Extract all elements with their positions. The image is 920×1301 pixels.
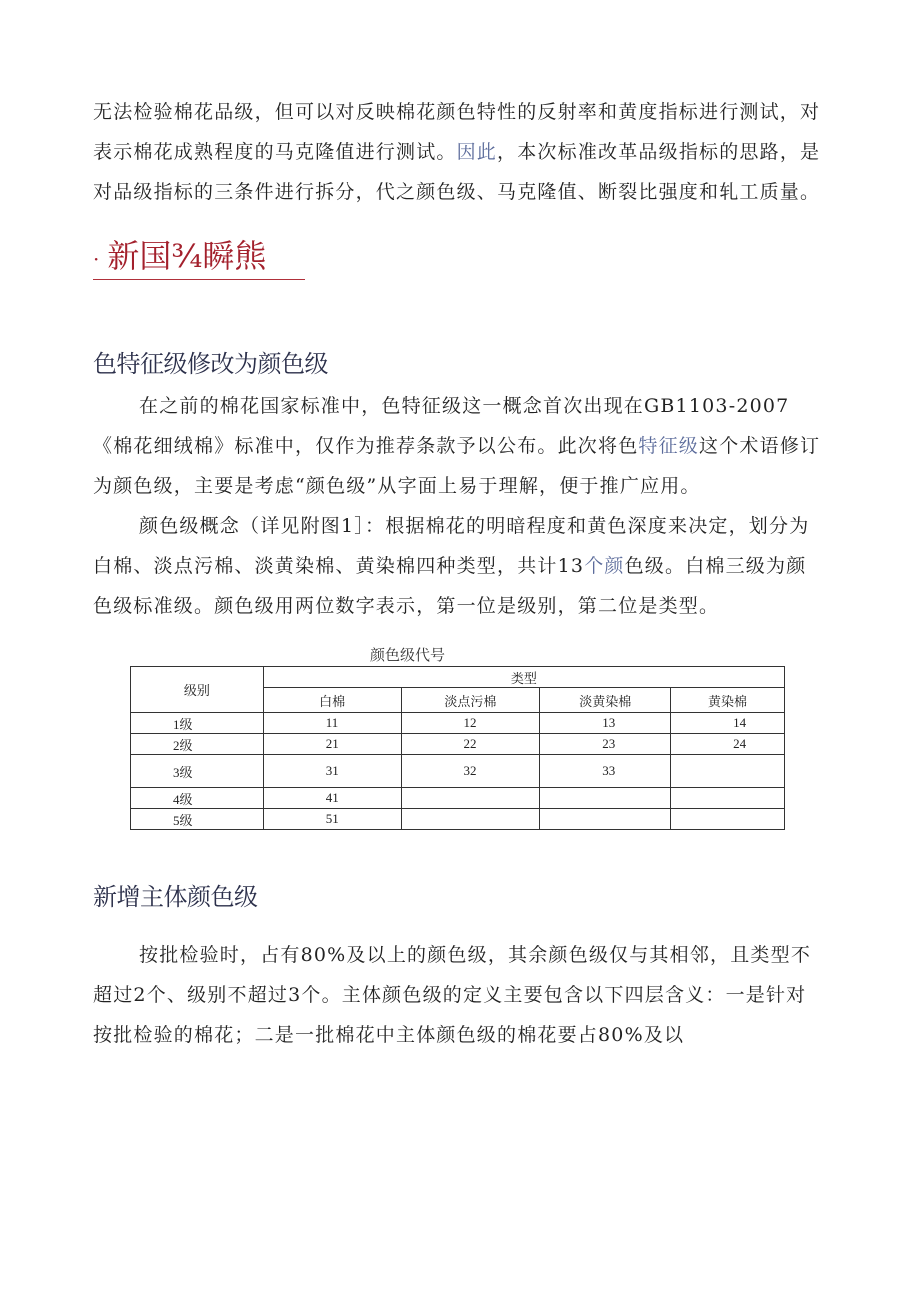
table-row <box>131 734 785 755</box>
para2-text-2: 色级。白棉三级为颜色级标准级。颜色级用两位数字表示，第一位是级别，第二位是类型。 <box>93 555 807 617</box>
table-row <box>131 809 785 830</box>
table-cell <box>540 809 671 830</box>
table-cell <box>671 809 785 830</box>
table-cell <box>401 809 540 830</box>
table-cell <box>671 755 785 788</box>
column-header: 白棉 <box>263 688 401 713</box>
row-label: 5级 <box>131 809 264 830</box>
para2-highlight: 个颜 <box>584 555 625 577</box>
table-cell: 14 <box>671 713 785 734</box>
table-row <box>131 788 785 809</box>
table-cell: 21 <box>263 734 401 755</box>
table-cell: 33 <box>540 755 671 788</box>
row-label: 1级 <box>131 713 264 734</box>
table-cell: 24 <box>671 734 785 755</box>
intro-highlight: 因此 <box>456 141 498 163</box>
table-cell: 41 <box>263 788 401 809</box>
color-grade-table <box>130 666 785 830</box>
column-header: 黄染棉 <box>671 688 785 713</box>
para1-highlight: 特征级 <box>638 435 700 457</box>
paragraph-color-grade-history <box>93 386 823 506</box>
intro-text-1: 无法检验棉花品级，但可以对反映棉花颜色特性的反射率和黄度指标进行测试，对表示棉花成熟程度的马克隆值进行测试。 <box>93 101 821 163</box>
table-cell: 23 <box>540 734 671 755</box>
paragraph-main-color-grade: 按批检验时，占有80%及以上的颜色级，其余颜色级仅与其相邻，且类型不超过2个、级别不超过3个。主体颜色级的定义主要包含以下四层含义：一是针对按批检验的棉花；二是一批棉花中主体颜色级的棉花要占80%及以 <box>93 944 812 1046</box>
intro-paragraph <box>93 92 823 212</box>
table-row <box>131 713 785 734</box>
table-cell <box>671 788 785 809</box>
intro-text-2: ，本次标准改革品级指标的思路，是对品级指标的三条件进行拆分，代之颜色级、马克隆值、断裂比强度和轧工质量。 <box>93 141 821 203</box>
table-cell: 12 <box>401 713 540 734</box>
paragraph-color-grade-concept <box>93 506 823 626</box>
row-label: 3级 <box>131 755 264 788</box>
column-header: 淡黄染棉 <box>540 688 671 713</box>
table-cell: 22 <box>401 734 540 755</box>
table-row <box>131 755 785 788</box>
row-label: 4级 <box>131 788 264 809</box>
column-header: 淡点污棉 <box>401 688 540 713</box>
heading-color-grade: 色特征级修改为颜色级 <box>93 350 328 378</box>
table-caption: 颜色级代号 <box>370 646 446 664</box>
table-cell: 11 <box>263 713 401 734</box>
heading-main-color-grade: 新增主体颜色级 <box>93 883 258 911</box>
table-cell: 13 <box>540 713 671 734</box>
section-title-text: 新国¾瞬熊 <box>107 237 267 275</box>
row-header-cell: 级别 <box>131 667 264 713</box>
para2-text-1: 颜色级概念（详见附图1］：根据棉花的明暗程度和黄色深度来决定，划分为白棉、淡点污棉、淡黄染棉、黄染棉四种类型，共计13 <box>93 515 810 577</box>
para1-text-2: 这个术语修订为颜色级，主要是考虑“颜色级”从字面上易于理解，便于推广应用。 <box>93 435 821 497</box>
table-cell: 32 <box>401 755 540 788</box>
table-cell: 51 <box>263 809 401 830</box>
row-label: 2级 <box>131 734 264 755</box>
table-cell <box>401 788 540 809</box>
type-header-cell: 类型 <box>263 667 784 688</box>
section-title <box>93 233 305 280</box>
section-bullet: · <box>93 246 100 271</box>
para1-text-1: 在之前的棉花国家标准中，色特征级这一概念首次出现在GB1103-2007《棉花细绒棉》标准中，仅作为推荐条款予以公布。此次将色 <box>93 395 790 457</box>
table-cell <box>540 788 671 809</box>
table-cell: 31 <box>263 755 401 788</box>
